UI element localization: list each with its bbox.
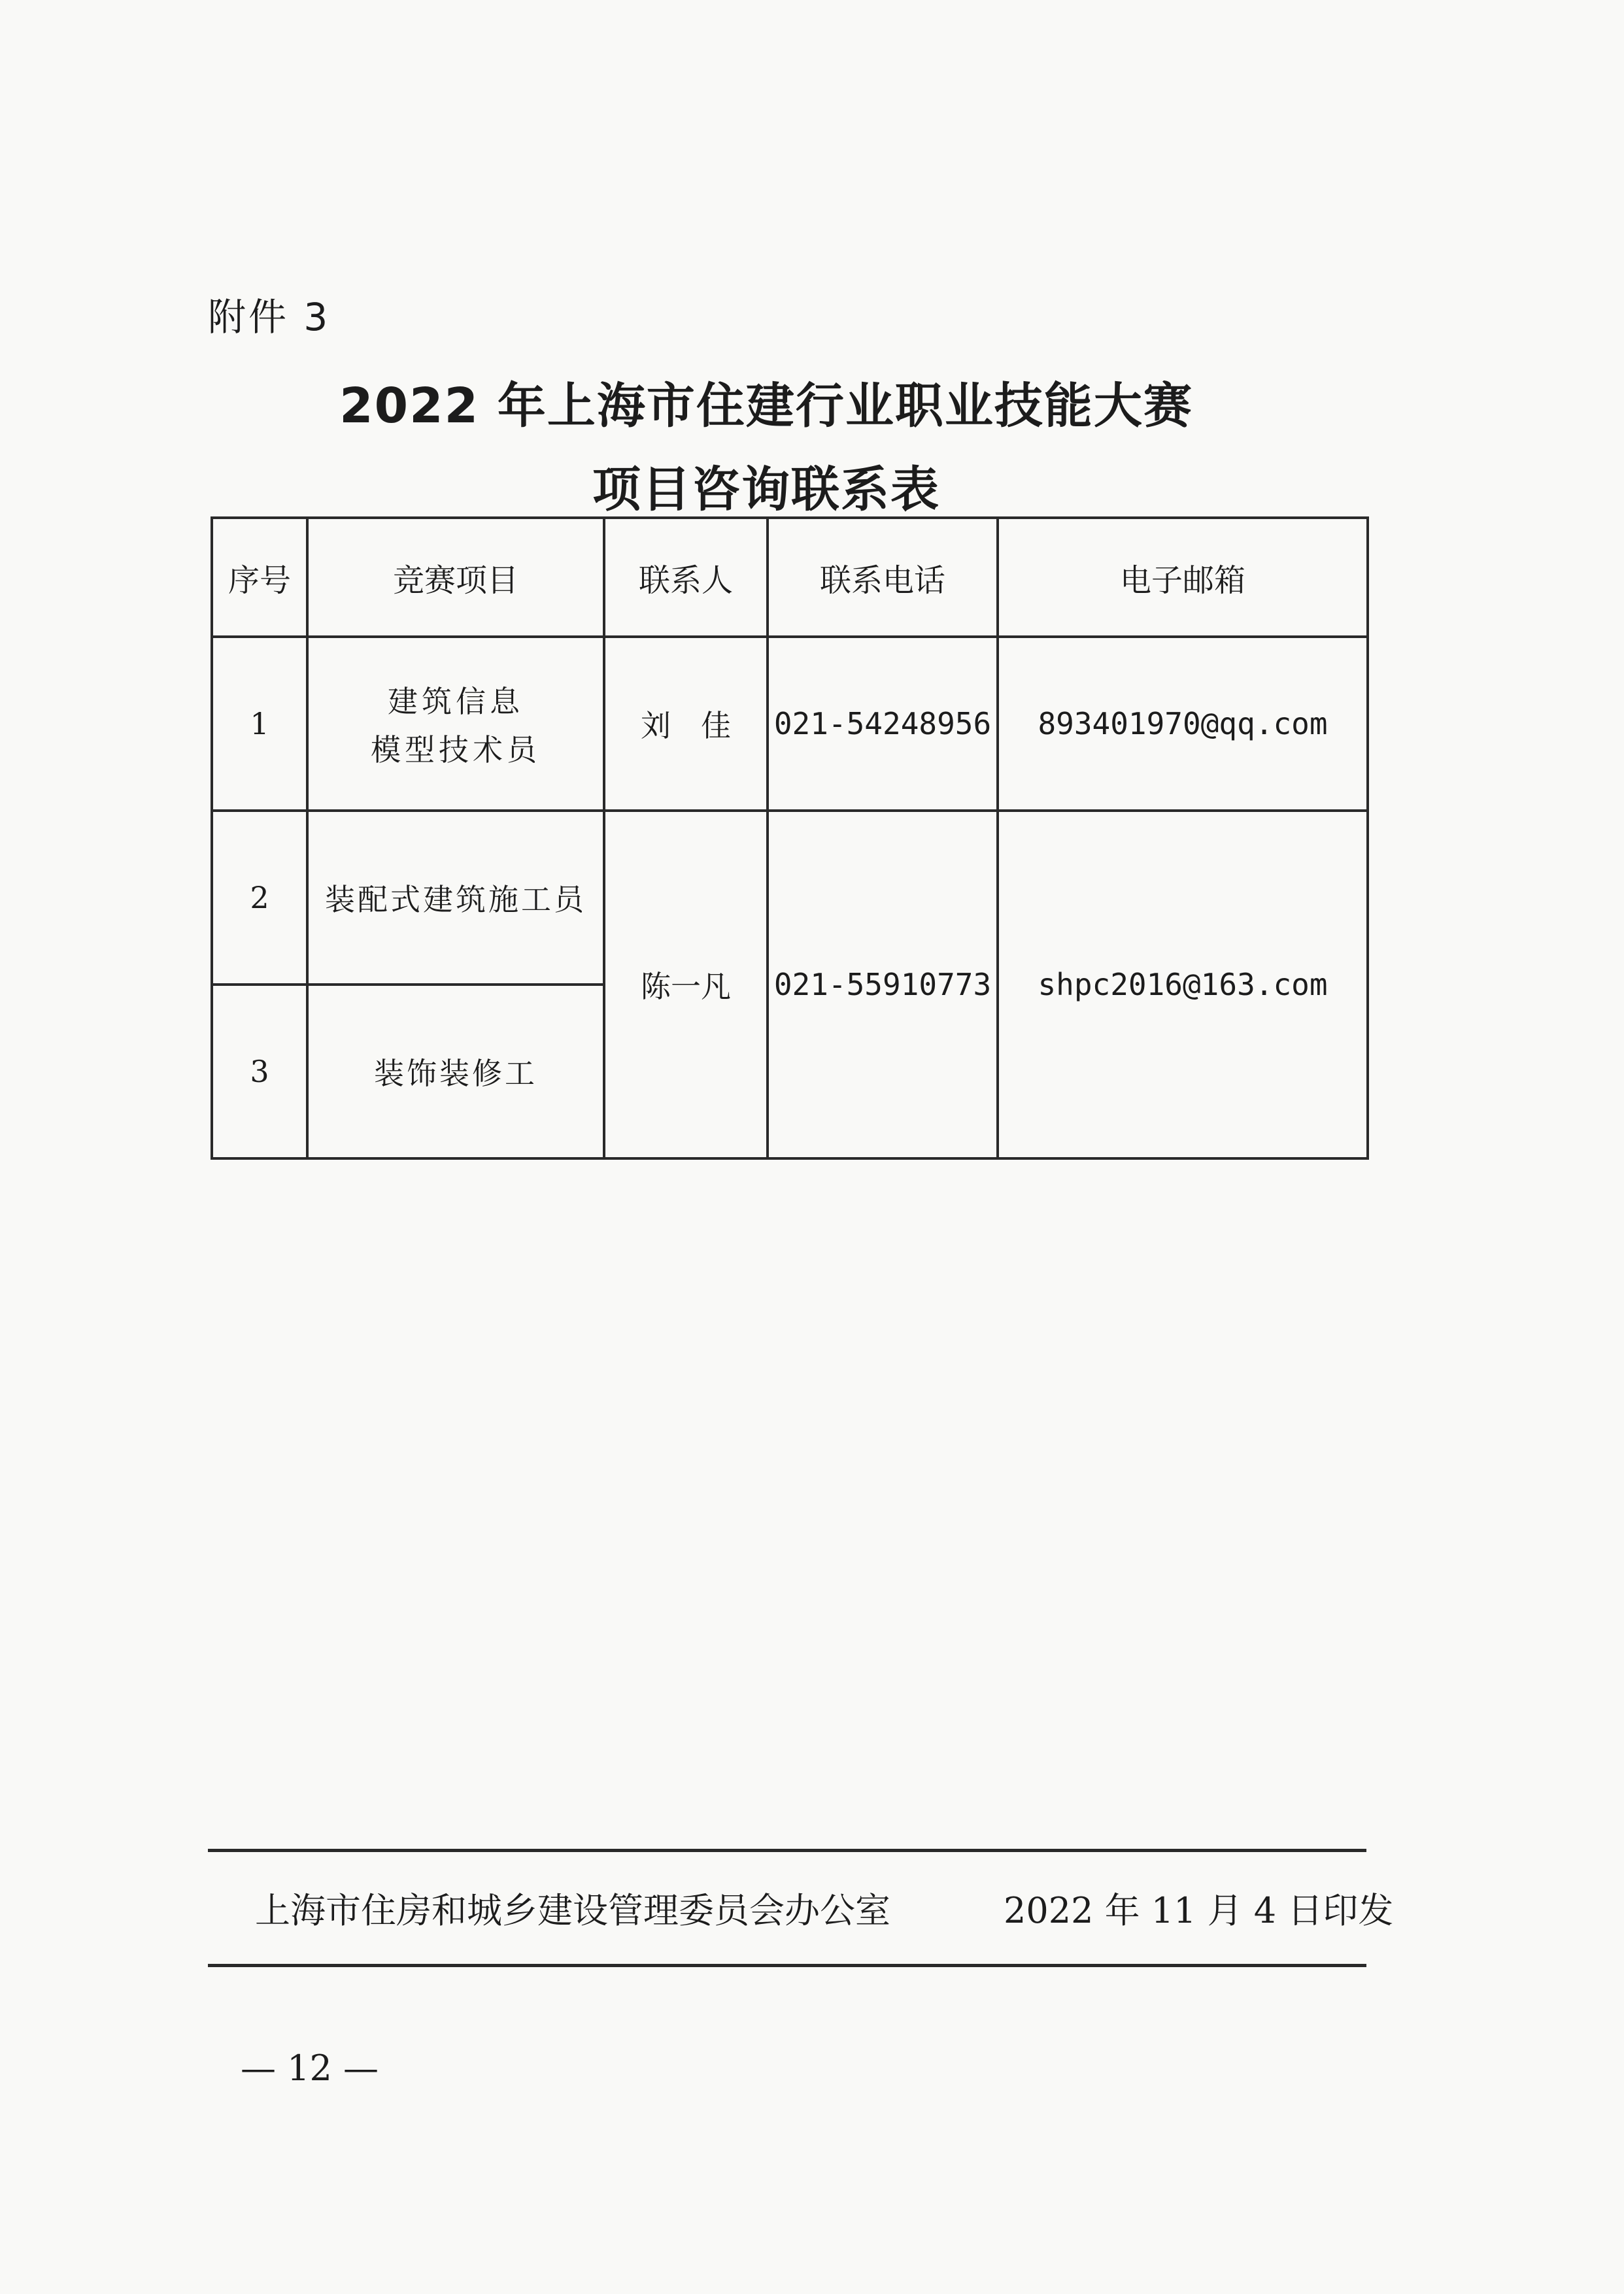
row-index: 3	[212, 985, 307, 1158]
row-contact: 刘 佳	[604, 637, 768, 811]
footer-bottom-rule	[208, 1964, 1366, 1967]
footer-issuer: 上海市住房和城乡建设管理委员会办公室	[255, 1890, 890, 1931]
row-phone: 021-54248956	[768, 637, 998, 811]
footer-date: 2022 年 11 月 4 日印发	[1004, 1890, 1394, 1931]
row-project	[307, 637, 604, 811]
page-number: — 12 —	[241, 2048, 379, 2089]
row-project: 装配式建筑施工员	[307, 811, 604, 985]
row-email: 893401970@qq.com	[998, 637, 1368, 811]
header-index: 序号	[212, 518, 307, 637]
table-row	[212, 637, 1368, 811]
row-index: 2	[212, 811, 307, 985]
attachment-label: 附件 3	[208, 295, 331, 339]
row-project: 装饰装修工	[307, 985, 604, 1158]
row-email: shpc2016@163.com	[998, 811, 1368, 1158]
contact-table	[211, 516, 1369, 1160]
document-title-line-2: 项目咨询联系表	[592, 462, 940, 518]
table-row	[212, 811, 1368, 985]
row-contact: 陈一凡	[604, 811, 768, 1158]
header-contact: 联系人	[604, 518, 768, 637]
row-phone: 021-55910773	[768, 811, 998, 1158]
header-project: 竞赛项目	[307, 518, 604, 637]
project-line: 建筑信息	[388, 684, 524, 719]
document-title-line-1: 2022 年上海市住建行业职业技能大赛	[339, 378, 1193, 434]
footer-top-rule	[208, 1849, 1366, 1852]
table-header-row	[212, 518, 1368, 637]
header-phone: 联系电话	[768, 518, 998, 637]
header-email: 电子邮箱	[998, 518, 1368, 637]
row-index: 1	[212, 637, 307, 811]
project-line: 模型技术员	[371, 732, 541, 767]
